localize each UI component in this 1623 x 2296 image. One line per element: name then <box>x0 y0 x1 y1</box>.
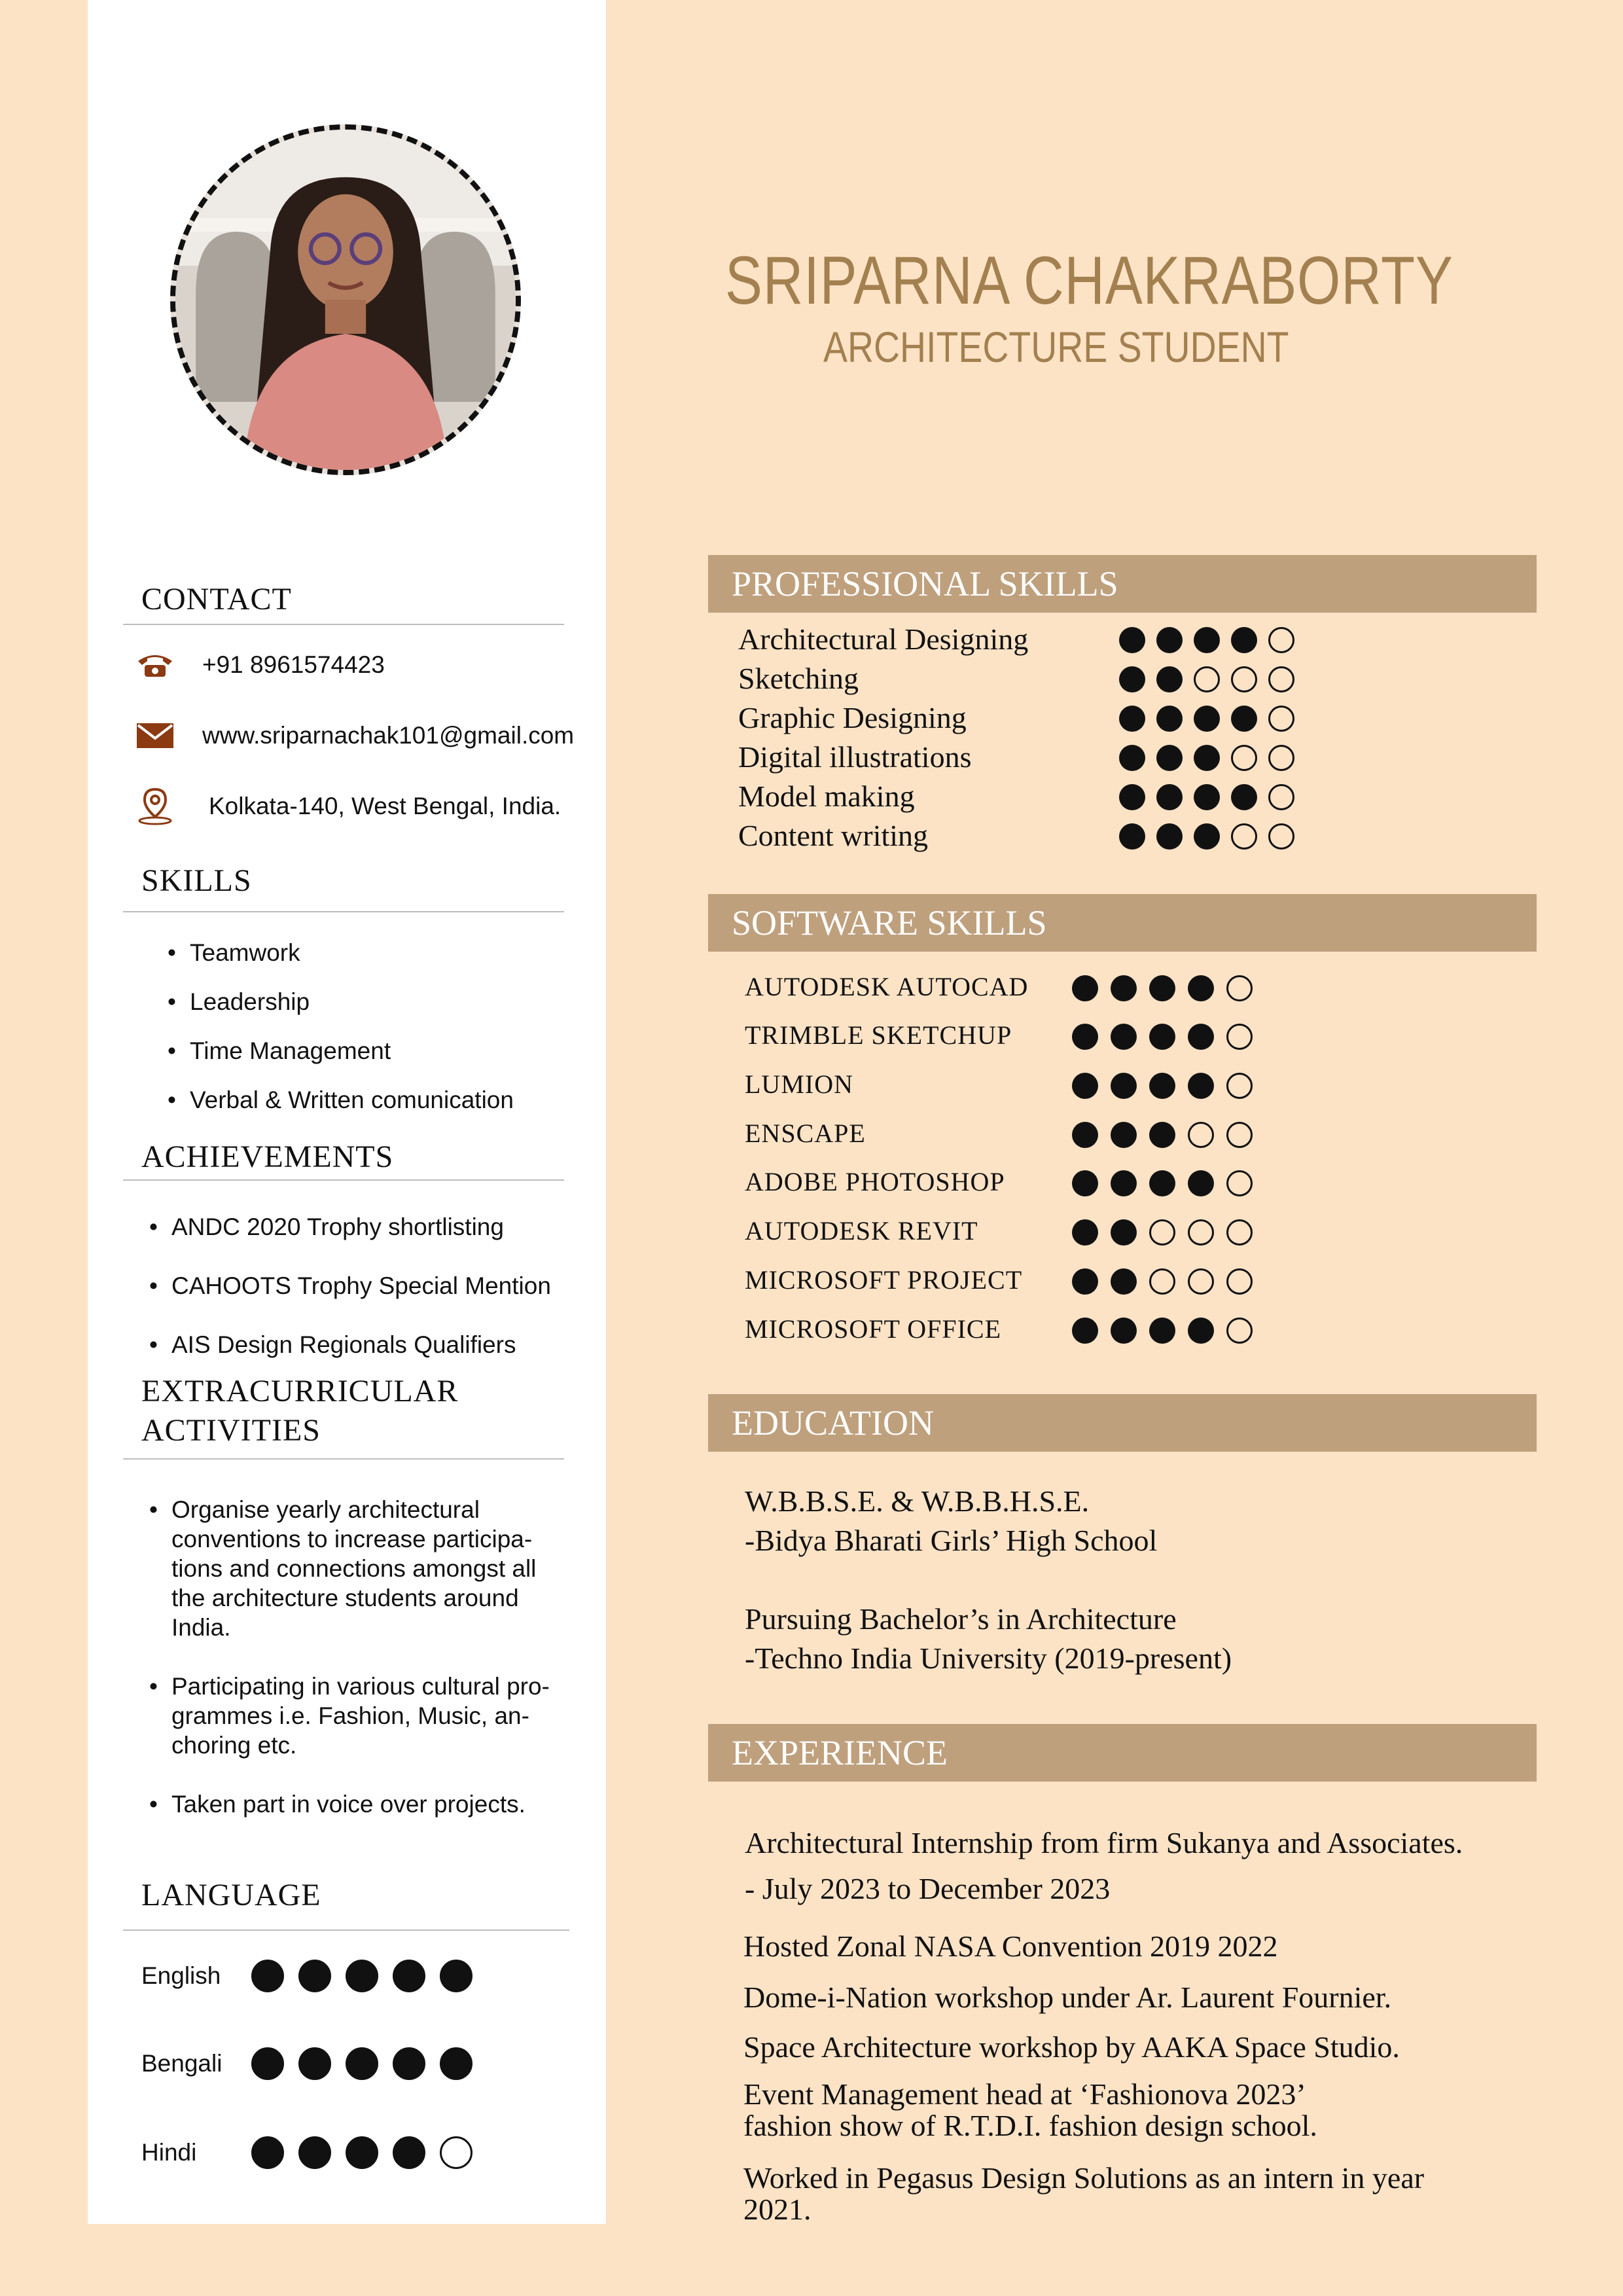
rating-dot-filled <box>1156 627 1183 653</box>
rating-dot-filled <box>1231 627 1257 653</box>
software-skills-heading: SOFTWARE SKILLS <box>708 894 1537 952</box>
rating-dot-empty <box>1268 823 1294 850</box>
rating-dot-filled <box>1188 1073 1214 1099</box>
rating-dot-filled <box>1111 1268 1137 1295</box>
rating-dot-filled <box>1231 706 1257 732</box>
rating-dot-filled <box>251 1960 284 1992</box>
rating-dot-filled <box>1119 706 1145 732</box>
rating-dot-filled <box>393 1960 425 1992</box>
rating-dot-filled <box>298 1960 331 1992</box>
software-name: MICROSOFT OFFICE <box>745 1314 1002 1344</box>
rating-dot-filled <box>1156 745 1183 771</box>
education-entry <box>745 1482 1157 1560</box>
divider <box>123 624 564 625</box>
rating-dots <box>1072 1318 1265 1344</box>
list-item-line: choring etc. <box>171 1732 297 1759</box>
rating-dot-empty <box>1188 1219 1214 1246</box>
rating-dot-filled <box>251 2047 284 2080</box>
rating-dot-empty <box>1231 745 1257 771</box>
list-item-line: tions and connections amongst all <box>171 1555 537 1582</box>
rating-dot-filled <box>1111 1122 1137 1148</box>
rating-dot-filled <box>1072 1024 1098 1050</box>
rating-dot-filled <box>1156 666 1183 692</box>
language-heading: LANGUAGE <box>141 1878 321 1912</box>
rating-dot-filled <box>1072 1073 1098 1099</box>
extracurricular-list <box>149 1495 568 1819</box>
divider <box>123 1929 569 1931</box>
divider <box>123 1179 564 1181</box>
contact-heading: CONTACT <box>141 582 292 617</box>
rating-dots <box>1119 784 1306 810</box>
software-row <box>745 1166 1334 1206</box>
rating-dot-empty <box>1194 666 1220 692</box>
achievements-heading: ACHIEVEMENTS <box>141 1139 394 1174</box>
experience-line: Hosted Zonal NASA Convention 2019 2022 <box>743 1929 1278 1963</box>
rating-dot-filled <box>1072 1170 1098 1196</box>
list-item-line: conventions to increase participa- <box>171 1526 533 1552</box>
rating-dot-filled <box>1149 975 1175 1001</box>
list-item: • Leadership <box>168 977 514 1026</box>
rating-dot-empty <box>1188 1268 1214 1295</box>
rating-dot-empty <box>1226 1073 1253 1099</box>
language-row <box>141 1960 487 1992</box>
contact-location <box>134 789 561 823</box>
rating-dot-filled <box>1111 1219 1137 1246</box>
contact-phone <box>134 648 385 682</box>
rating-dot-empty <box>1226 1318 1253 1344</box>
email-link[interactable]: www.sriparnachak101@gmail.com <box>202 722 575 749</box>
rating-dots <box>1072 1073 1265 1099</box>
skill-name: Content writing <box>738 819 929 852</box>
skill-row <box>738 622 1327 661</box>
rating-dot-empty <box>1226 1024 1253 1050</box>
rating-dot-empty <box>1268 627 1294 653</box>
extracurricular-heading <box>141 1372 458 1450</box>
skill-name: Architectural Designing <box>738 622 1029 656</box>
list-item <box>149 1495 568 1642</box>
language-row <box>141 2047 487 2080</box>
skill-name: Model making <box>738 780 915 813</box>
rating-dot-filled <box>440 2047 473 2080</box>
rating-dot-filled <box>1149 1024 1175 1050</box>
list-item <box>149 1789 568 1819</box>
education-line: Pursuing Bachelor’s in Architecture <box>745 1602 1177 1636</box>
software-name: TRIMBLE SKETCHUP <box>745 1020 1012 1050</box>
rating-dot-filled <box>1072 1219 1098 1246</box>
rating-dot-filled <box>1119 823 1145 850</box>
rating-dots <box>1072 1170 1265 1196</box>
skill-name: Sketching <box>738 662 859 695</box>
list-item-line: India. <box>171 1614 231 1641</box>
software-row <box>745 1314 1334 1353</box>
rating-dots <box>1119 627 1306 653</box>
language-name: Hindi <box>141 2139 197 2166</box>
rating-dot-empty <box>1231 666 1257 692</box>
rating-dot-filled <box>1149 1122 1175 1148</box>
divider <box>123 1458 564 1460</box>
experience-line: Dome-i-Nation workshop under Ar. Laurent Fournier. <box>743 1981 1392 2014</box>
rating-dot-filled <box>1072 975 1098 1001</box>
rating-dot-empty <box>1268 666 1294 692</box>
contact-email <box>134 719 574 753</box>
rating-dot-filled <box>1149 1073 1175 1099</box>
rating-dot-filled <box>1119 666 1145 692</box>
rating-dot-filled <box>393 2136 425 2169</box>
rating-dot-filled <box>1149 1318 1175 1344</box>
rating-dot-filled <box>251 2136 284 2169</box>
software-row <box>745 1069 1334 1108</box>
skill-row <box>738 779 1327 818</box>
software-name: AUTODESK REVIT <box>745 1216 978 1246</box>
rating-dots <box>1072 975 1265 1001</box>
rating-dots <box>251 1960 487 1992</box>
rating-dot-empty <box>1226 1170 1253 1196</box>
skill-row <box>738 740 1327 779</box>
rating-dot-filled <box>1111 975 1137 1001</box>
rating-dot-empty <box>1268 745 1294 771</box>
software-row <box>745 1265 1334 1304</box>
rating-dots <box>1072 1268 1265 1295</box>
list-item-line: • Participating in various cultural pro- <box>171 1673 550 1700</box>
software-name: MICROSOFT PROJECT <box>745 1265 1023 1295</box>
rating-dot-empty <box>1226 1122 1253 1148</box>
software-name: LUMION <box>745 1069 853 1099</box>
list-item-line: the architecture students around <box>171 1585 519 1611</box>
location-pin-icon <box>134 789 176 823</box>
phone-text: +91 8961574423 <box>202 651 385 678</box>
software-row <box>745 971 1334 1011</box>
rating-dot-filled <box>1194 627 1220 653</box>
rating-dots <box>1119 745 1306 771</box>
rating-dots <box>1072 1122 1265 1148</box>
list-item: • CAHOOTS Trophy Special Mention <box>149 1257 551 1316</box>
rating-dot-filled <box>440 1960 473 1992</box>
rating-dots <box>1072 1024 1265 1050</box>
rating-dot-filled <box>1072 1268 1098 1295</box>
rating-dot-empty <box>1268 784 1294 810</box>
experience-heading: EXPERIENCE <box>708 1724 1537 1782</box>
software-name: ENSCAPE <box>745 1119 866 1148</box>
education-heading: EDUCATION <box>708 1394 1537 1452</box>
phone-icon <box>134 648 176 682</box>
rating-dot-filled <box>298 2047 331 2080</box>
rating-dot-empty <box>1149 1219 1175 1246</box>
rating-dot-empty <box>1268 706 1294 732</box>
rating-dot-filled <box>1149 1170 1175 1196</box>
experience-entry <box>743 2162 1424 2225</box>
rating-dots <box>1119 706 1306 732</box>
experience-line: Event Management head at ‘Fashionova 2023’ <box>743 2077 1306 2111</box>
list-item: • AIS Design Regionals Qualifiers <box>149 1316 551 1374</box>
experience-line: 2021. <box>743 2193 812 2226</box>
experience-line: fashion show of R.T.D.I. fashion design school. <box>743 2109 1317 2142</box>
extracurricular-heading-line2: ACTIVITIES <box>141 1413 321 1448</box>
rating-dot-empty <box>1188 1122 1214 1148</box>
skill-name: Digital illustrations <box>738 740 972 774</box>
education-line: W.B.B.S.E. & W.B.B.H.S.E. <box>745 1484 1090 1518</box>
rating-dot-filled <box>1231 784 1257 810</box>
profile-photo <box>170 124 521 475</box>
rating-dot-empty <box>1226 1268 1253 1295</box>
list-item-line: • Taken part in voice over projects. <box>171 1791 526 1818</box>
rating-dot-filled <box>1119 745 1145 771</box>
skill-row <box>738 818 1327 857</box>
list-item <box>149 1672 568 1760</box>
skill-row <box>738 700 1327 740</box>
list-item: • Time Management <box>168 1026 514 1075</box>
rating-dot-empty <box>1149 1268 1175 1295</box>
rating-dot-filled <box>1156 823 1183 850</box>
rating-dot-filled <box>346 2047 378 2080</box>
rating-dot-filled <box>298 2136 331 2169</box>
rating-dots <box>1119 823 1306 850</box>
software-name: ADOBE PHOTOSHOP <box>745 1167 1005 1196</box>
education-entry <box>745 1600 1232 1678</box>
language-name: English <box>141 1962 221 1989</box>
rating-dots <box>1119 666 1306 692</box>
rating-dot-filled <box>1072 1318 1098 1344</box>
list-item: • Verbal & Written comunication <box>168 1075 514 1124</box>
rating-dot-filled <box>393 2047 425 2080</box>
rating-dot-filled <box>1188 1318 1214 1344</box>
experience-entry <box>743 2079 1317 2142</box>
rating-dot-empty <box>1226 1219 1253 1246</box>
rating-dot-filled <box>1111 1170 1137 1196</box>
rating-dot-filled <box>1156 706 1183 732</box>
rating-dot-filled <box>1188 1024 1214 1050</box>
professional-skills-heading: PROFESSIONAL SKILLS <box>708 555 1537 613</box>
rating-dot-filled <box>1188 975 1214 1001</box>
rating-dot-filled <box>346 1960 378 1992</box>
extracurricular-heading-line1: EXTRACURRICULAR <box>141 1374 459 1408</box>
rating-dot-empty <box>1231 823 1257 850</box>
rating-dot-filled <box>346 2136 378 2169</box>
language-row <box>141 2136 487 2169</box>
rating-dots <box>251 2136 487 2169</box>
education-line: -Techno India University (2019-present) <box>745 1641 1232 1675</box>
rating-dot-filled <box>1111 1318 1137 1344</box>
list-item: • Teamwork <box>168 928 514 977</box>
skills-heading: SKILLS <box>141 863 252 898</box>
rating-dot-filled <box>1194 784 1220 810</box>
list-item-line: • Organise yearly architectural <box>171 1496 480 1523</box>
rating-dot-filled <box>1194 823 1220 850</box>
location-text: Kolkata-140, West Bengal, India. <box>209 793 562 819</box>
rating-dot-empty <box>1226 975 1253 1001</box>
education-line: -Bidya Bharati Girls’ High School <box>745 1524 1158 1557</box>
rating-dot-filled <box>1156 784 1183 810</box>
skill-row <box>738 661 1327 700</box>
software-row <box>745 1020 1334 1059</box>
rating-dot-filled <box>1119 627 1145 653</box>
software-name: AUTODESK AUTOCAD <box>745 972 1029 1001</box>
candidate-name: SRIPARNA CHAKRABORTY <box>725 243 1454 319</box>
rating-dot-filled <box>1194 745 1220 771</box>
rating-dot-filled <box>1119 784 1145 810</box>
experience-line: Space Architecture workshop by AAKA Space Studio. <box>743 2030 1400 2064</box>
skill-name: Graphic Designing <box>738 701 967 734</box>
rating-dot-filled <box>1188 1170 1214 1196</box>
divider <box>123 911 564 912</box>
rating-dot-filled <box>1072 1122 1098 1148</box>
rating-dot-filled <box>1194 706 1220 732</box>
software-row <box>745 1215 1334 1255</box>
rating-dots <box>251 2047 487 2080</box>
experience-line: Worked in Pegasus Design Solutions as an intern in year <box>743 2161 1425 2195</box>
rating-dot-empty <box>440 2136 473 2169</box>
rating-dot-filled <box>1111 1024 1137 1050</box>
language-name: Bengali <box>141 2050 223 2077</box>
experience-line: Architectural Internship from firm Sukanya and Associates. <box>745 1826 1463 1859</box>
rating-dot-filled <box>1111 1073 1137 1099</box>
achievements-list <box>149 1198 551 1374</box>
skills-list <box>168 928 514 1124</box>
software-row <box>745 1118 1334 1157</box>
list-item: • ANDC 2020 Trophy shortlisting <box>149 1198 551 1257</box>
rating-dots <box>1072 1219 1265 1246</box>
portrait-illustration <box>175 130 516 470</box>
list-item-line: grammes i.e. Fashion, Music, an- <box>171 1702 529 1729</box>
candidate-role: ARCHITECTURE STUDENT <box>823 323 1289 371</box>
mail-icon <box>134 719 176 753</box>
experience-line: - July 2023 to December 2023 <box>745 1872 1111 1905</box>
